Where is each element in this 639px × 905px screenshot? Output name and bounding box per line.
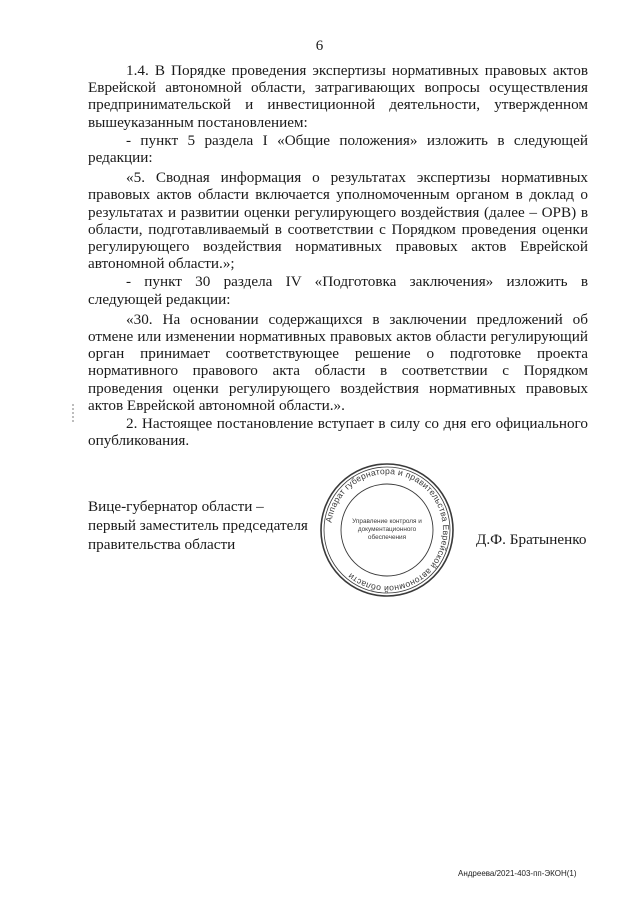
seal-inner-line-2: документационного [357, 526, 417, 533]
paragraph-2: 2. Настоящее постановление вступает в силу со дня его официального опубликования. [88, 415, 588, 450]
seal-inner-line-1: Управление контроля и [352, 518, 422, 525]
paragraph-item-30-intro: - пункт 30 раздела IV «Подготовка заключения» изложить в следующей редакции: [88, 273, 588, 308]
paragraph-item-30-text: «30. На основании содержащихся в заключении предложений об отмене или изменении нормативных правовых актов области регулирующий орган принимает соответствующее решение о подготовке проекта нормативного правового акта области в соответствии с Порядком проведения оценки регулирующего воздействия нормативных правовых актов Еврейской автономной области.». [88, 310, 588, 414]
paragraph-1-4: 1.4. В Порядке проведения экспертизы нормативных правовых актов Еврейской автономной области, затрагивающих вопросы осуществления предпринимательской и инвестиционной деятельности, утвержденном вышеуказанным постановлением: [88, 62, 588, 131]
paragraph-item-5-intro: - пункт 5 раздела I «Общие положения» изложить в следующей редакции: [88, 131, 588, 167]
position-line-2: первый заместитель председателя [88, 517, 308, 534]
seal-outer-text: Аппарат губернатора и правительства Еврейской автономной области [323, 465, 452, 595]
position-line-3: правительства области [88, 536, 236, 553]
seal-inner-line-3: обеспечения [367, 534, 407, 541]
official-seal [318, 461, 456, 599]
signatory-name: Д.Ф. Братыненко [476, 531, 587, 548]
signature-position [88, 497, 308, 554]
footer-document-code: Андреева/2021-403-пп-ЭКОН(1) [458, 869, 577, 878]
document-body [88, 62, 588, 449]
position-line-1: Вице-губернатор области – [88, 498, 264, 515]
scan-mark [72, 404, 74, 422]
paragraph-item-5-text: «5. Сводная информация о результатах экспертизы нормативных правовых актов области включается уполномоченным органом в доклад о результатах и развитии оценки регулирующего воздействия (далее – ОРВ) в области, подготавливаемый в соответствии с Порядком проведения оценки регулирующего воздействия нормативных правовых актов Еврейской автономной области.»; [88, 169, 588, 273]
page-number: 6 [315, 38, 324, 54]
